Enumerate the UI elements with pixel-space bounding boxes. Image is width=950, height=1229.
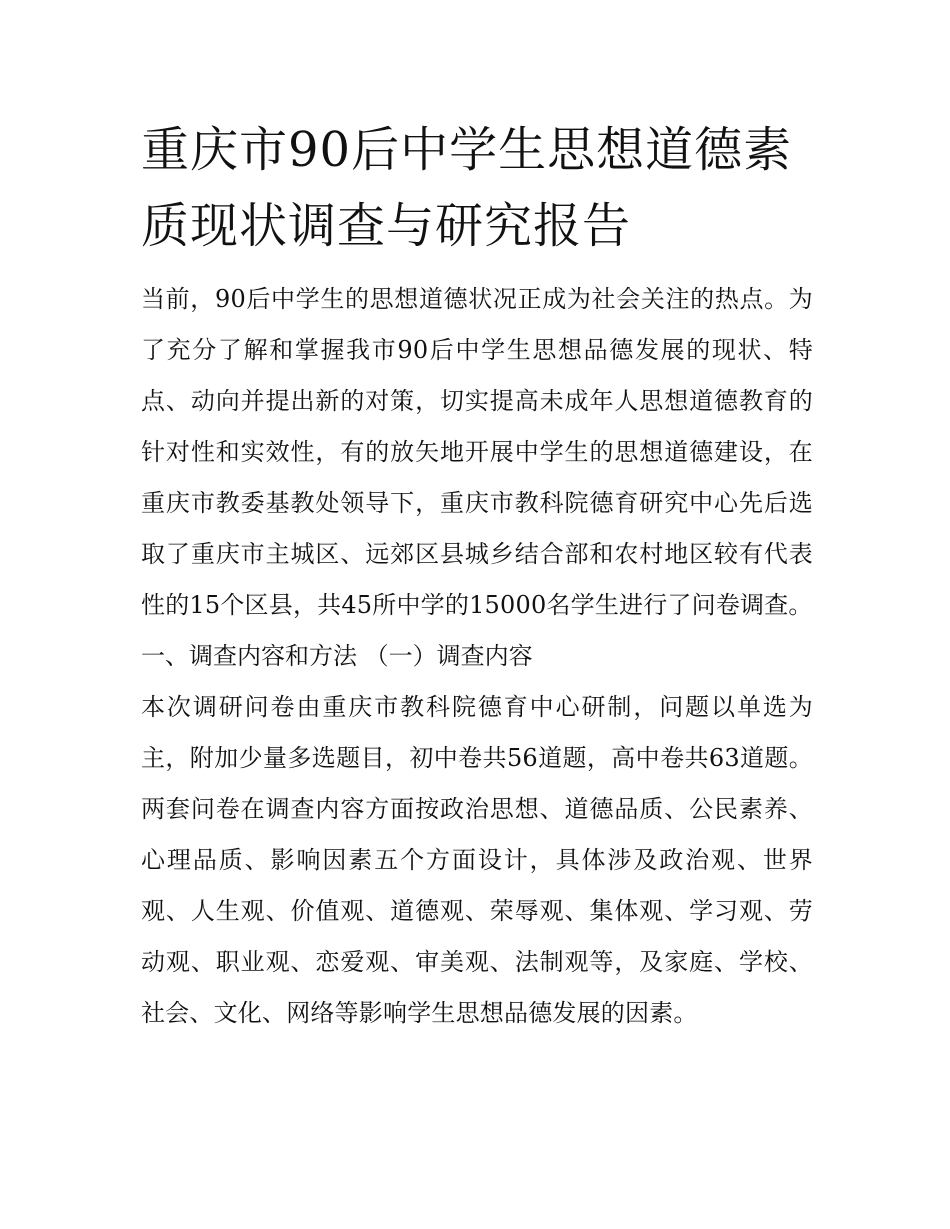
section-body-paragraph: 本次调研问卷由重庆市教科院德育中心研制，问题以单选为主，附加少量多选题目，初中卷共56道题，高中卷共63道题。两套问卷在调查内容方面按政治思想、道德品质、公民素养、心理品质、影响因素五个方面设计，具体涉及政治观、世界观、人生观、价值观、道德观、荣辱观、集体观、学习观、劳动观、职业观、恋爱观、审美观、法制观等，及家庭、学校、社会、文化、网络等影响学生思想品德发展的因素。	[141, 693, 813, 1027]
document-page	[141, 112, 813, 1039]
document-title: 重庆市90后中学生思想道德素质现状调查与研究报告	[141, 122, 793, 254]
section-heading: 一、调查内容和方法 （一）调查内容	[141, 642, 533, 670]
intro-paragraph: 当前，90后中学生的思想道德状况正成为社会关注的热点。为了充分了解和掌握我市90后中学生思想品德发展的现状、特点、动向并提出新的对策，切实提高未成年人思想道德教育的针对性和实效性，有的放矢地开展中学生的思想道德建设，在重庆市教委基教处领导下，重庆市教科院德育研究中心先后选取了重庆市主城区、远郊区县城乡结合部和农村地区较有代表性的15个区县，共45所中学的15000名学生进行了问卷调查。	[141, 285, 813, 619]
